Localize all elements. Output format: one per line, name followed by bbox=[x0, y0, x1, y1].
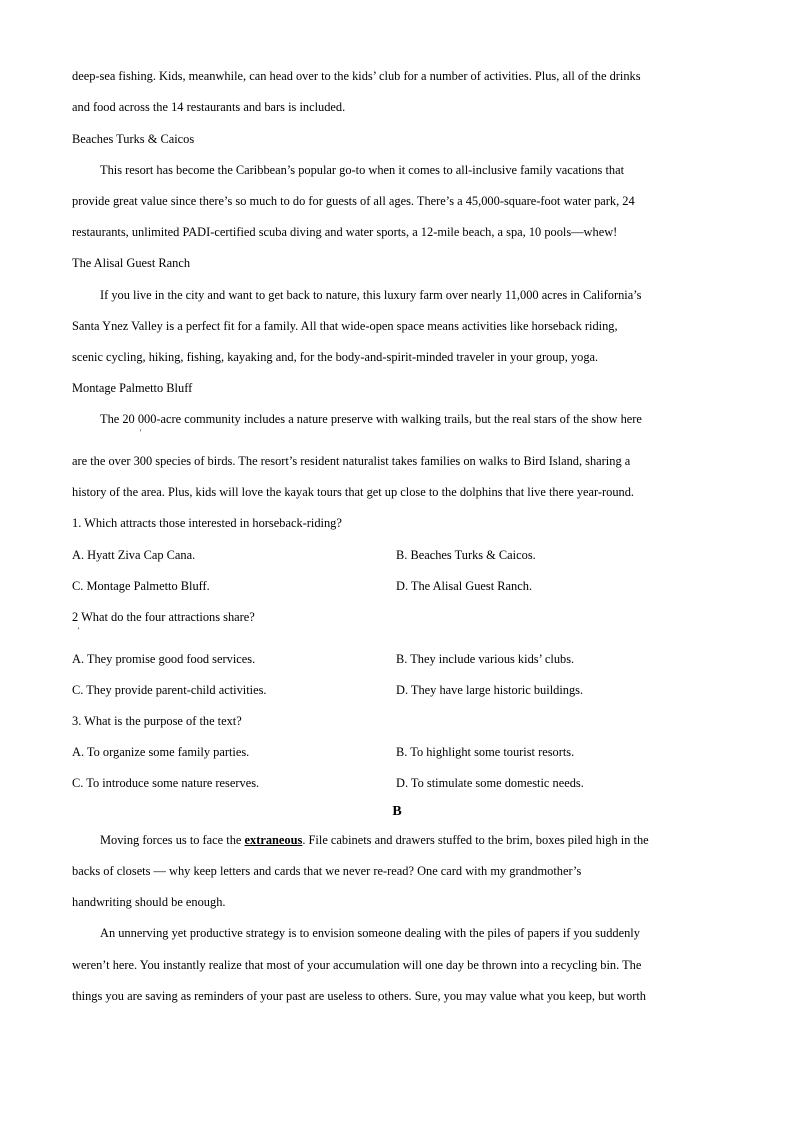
passage-line: restaurants, unlimited PADI-certified scuba diving and water sports, a 12-mile beach, a spa, 10 pools—whew! bbox=[72, 225, 618, 239]
vocab-keyword: extraneous bbox=[244, 833, 303, 847]
question-stem: 1. Which attracts those interested in horseback-riding? bbox=[72, 516, 342, 530]
passage-line: provide great value since there’s so much to do for guests of all ages. There’s a 45,000-square-foot water park, 24 bbox=[72, 194, 635, 208]
option-c: C. To introduce some nature reserves. bbox=[72, 776, 260, 790]
option-b: B. They include various kids’ clubs. bbox=[396, 652, 575, 666]
option-c: C. Montage Palmetto Bluff. bbox=[72, 579, 210, 593]
passage-line: Santa Ynez Valley is a perfect fit for a family. All that wide-open space means activities like horseback riding, bbox=[72, 319, 618, 333]
passage-line: An unnerving yet productive strategy is to envision someone dealing with the piles of papers if you suddenly bbox=[100, 926, 640, 940]
passage-line: backs of closets — why keep letters and cards that we never re-read? One card with my grandmother’s bbox=[72, 864, 582, 878]
passage-line: This resort has become the Caribbean’s popular go-to when it comes to all-inclusive family vacations that bbox=[100, 163, 625, 177]
option-b: B. To highlight some tourist resorts. bbox=[396, 745, 575, 759]
passage-line bbox=[100, 832, 649, 848]
passage-line: The 20 000-acre community includes a nature preserve with walking trails, but the real stars of the show here bbox=[100, 412, 642, 426]
section-heading: B bbox=[392, 804, 402, 819]
passage-line: things you are saving as reminders of your past are useless to others. Sure, you may value what you keep, but worth bbox=[72, 989, 646, 1003]
question-stem: 3. What is the purpose of the text? bbox=[72, 714, 242, 728]
passage-line: scenic cycling, hiking, fishing, kayaking and, for the body-and-spirit-minded traveler in your group, yoga. bbox=[72, 350, 599, 364]
passage-text: . File cabinets and drawers stuffed to the brim, boxes piled high in the bbox=[302, 833, 649, 847]
passage-line: handwriting should be enough. bbox=[72, 895, 226, 909]
resort-title: Beaches Turks & Caicos bbox=[72, 132, 195, 146]
passage-line: weren’t here. You instantly realize that most of your accumulation will one day be thrown into a recycling bin. The bbox=[72, 958, 642, 972]
option-b: B. Beaches Turks & Caicos. bbox=[396, 548, 536, 562]
question-stem: 2 What do the four attractions share? bbox=[72, 610, 255, 624]
option-c: C. They provide parent-child activities. bbox=[72, 683, 267, 697]
option-d: D. The Alisal Guest Ranch. bbox=[396, 579, 533, 593]
option-a: A. To organize some family parties. bbox=[72, 745, 250, 759]
tick-mark: ' bbox=[140, 428, 142, 437]
option-a: A. They promise good food services. bbox=[72, 652, 256, 666]
passage-line: If you live in the city and want to get back to nature, this luxury farm over nearly 11,000 acres in California’s bbox=[100, 288, 642, 302]
passage-line: history of the area. Plus, kids will love the kayak tours that get up close to the dolphins that live there year-round. bbox=[72, 485, 635, 499]
passage-text: Moving forces us to face the bbox=[100, 833, 245, 847]
tick-mark: ' bbox=[78, 626, 80, 635]
resort-title: Montage Palmetto Bluff bbox=[72, 381, 193, 395]
option-d: D. To stimulate some domestic needs. bbox=[396, 776, 584, 790]
passage-line: are the over 300 species of birds. The resort’s resident naturalist takes families on walks to Bird Island, sharing a bbox=[72, 454, 631, 468]
option-a: A. Hyatt Ziva Cap Cana. bbox=[72, 548, 196, 562]
option-d: D. They have large historic buildings. bbox=[396, 683, 584, 697]
resort-title: The Alisal Guest Ranch bbox=[72, 256, 191, 270]
passage-line: and food across the 14 restaurants and bars is included. bbox=[72, 100, 346, 114]
passage-line: deep-sea fishing. Kids, meanwhile, can head over to the kids’ club for a number of activities. Plus, all of the drinks bbox=[72, 69, 641, 83]
